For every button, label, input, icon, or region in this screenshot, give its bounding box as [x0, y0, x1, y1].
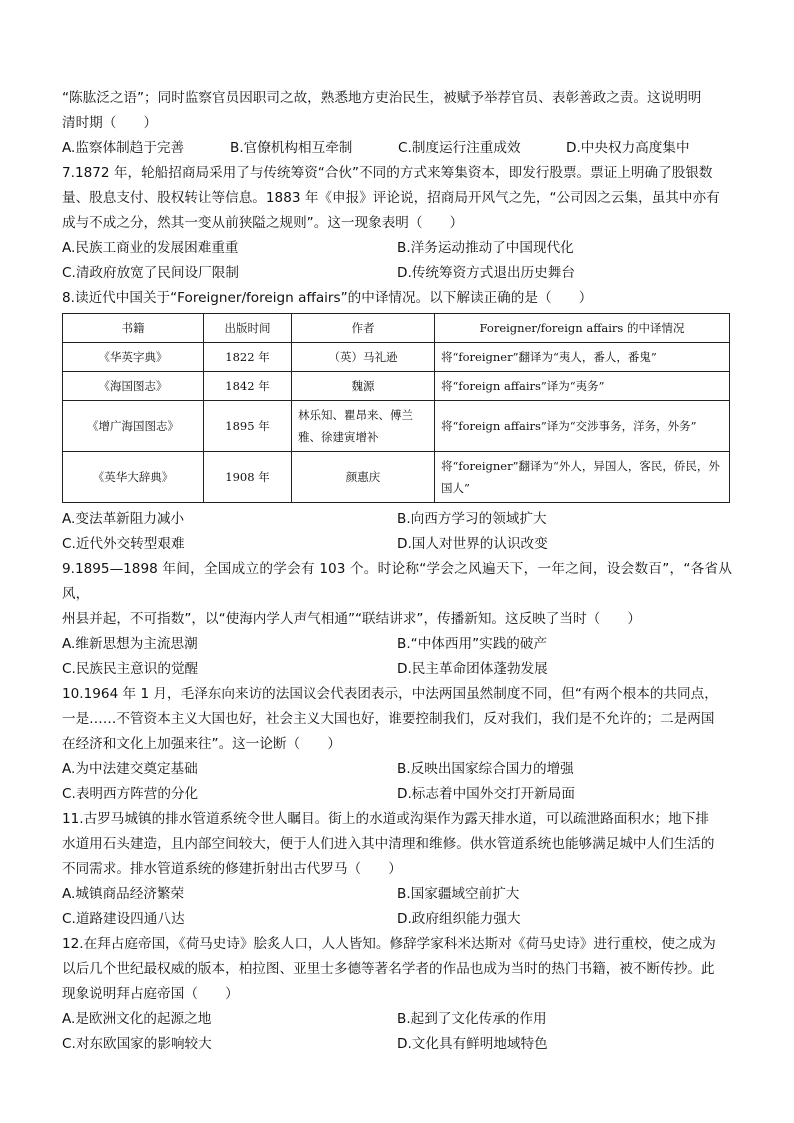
question-text: 在经济和文化上加强来往”。这一论断（ ）	[62, 736, 341, 752]
table-header-row	[63, 314, 730, 343]
option-row	[62, 657, 732, 682]
option-row	[62, 1032, 732, 1057]
table-cell: 魏源	[292, 372, 435, 401]
table-cell: 1908 年	[204, 452, 292, 503]
question-text: 8.读近代中国关于“Foreigner/foreign affairs”的中译情况。以下解读正确的是（ ）	[62, 290, 593, 306]
option-c: C.道路建设四通八达	[62, 911, 185, 927]
option-a: A.监察体制趋于完善	[62, 140, 185, 156]
question-text: 以后几个世纪最权威的版本，柏拉图、亚里士多德等著名学者的作品也成为当时的热门书籍，被不断传抄。此	[62, 961, 715, 977]
option-d: D.文化具有鲜明地域特色	[397, 1036, 548, 1052]
option-row	[62, 261, 732, 286]
question-9	[62, 557, 732, 682]
table-cell: 1895 年	[204, 401, 292, 452]
option-b: B.官僚机构相互牵制	[230, 140, 353, 156]
table-cell: 将“foreigner”翻译为“外人，异国人，客民，侨民，外国人”	[435, 452, 730, 503]
table-header: Foreigner/foreign affairs 的中译情况	[435, 314, 730, 343]
question-text: 州县并起，不可指数”，以“使海内学人声气相通”“联结讲求”，传播新知。这反映了当时（ ）	[62, 611, 641, 627]
option-d: D.政府组织能力强大	[397, 911, 521, 927]
option-row	[62, 632, 732, 657]
table-cell: 林乐知、瞿昂来、傅兰雅、徐建寅增补	[292, 401, 435, 452]
option-row	[62, 136, 732, 161]
option-a: A.城镇商品经济繁荣	[62, 886, 185, 902]
option-row	[62, 507, 732, 532]
question-text: 7.1872 年，轮船招商局采用了与传统筹资“合伙”不同的方式来筹集资本，即发行股票。票证上明确了股银数	[62, 165, 713, 181]
option-c: C.近代外交转型艰难	[62, 536, 185, 552]
question-11	[62, 807, 732, 932]
option-d: D.国人对世界的认识改变	[397, 536, 548, 552]
option-a: A.是欧洲文化的起源之地	[62, 1011, 212, 1027]
option-row	[62, 782, 732, 807]
question-text: 水道用石头建造，且内部空间较大，便于人们进入其中清理和维修。供水管道系统也能够满足城中人们生活的	[62, 836, 715, 852]
option-d: D.标志着中国外交打开新局面	[397, 786, 575, 802]
option-row	[62, 1007, 732, 1032]
question-text: 9.1895—1898 年间，全国成立的学会有 103 个。时论称“学会之风遍天下，一年之间，设会数百”，“各省从风，	[62, 561, 732, 602]
option-d: D.传统筹资方式退出历史舞台	[397, 265, 575, 281]
table-cell: 《增广海国图志》	[63, 401, 204, 452]
question-text: 12.在拜占庭帝国，《荷马史诗》脍炙人口，人人皆知。修辞学家科米达斯对《荷马史诗》进行重校，使之成为	[62, 936, 716, 952]
question-12	[62, 932, 732, 1057]
option-a: A.为中法建交奠定基础	[62, 761, 198, 777]
exam-page	[62, 86, 732, 1057]
table-cell: 《英华大辞典》	[63, 452, 204, 503]
question-text: “陈肱泛之语”；同时监察官员因职司之故，熟悉地方吏治民生，被赋予举荐官员、表彰善政之责。这说明明	[62, 90, 702, 106]
option-c: C.对东欧国家的影响较大	[62, 1036, 212, 1052]
question-text: 量、股息支付、股权转让等信息。1883 年《申报》评论说，招商局开风气之先，“公司因之云集，虽其中亦有	[62, 190, 720, 206]
table-row	[63, 343, 730, 372]
option-a: A.民族工商业的发展困难重重	[62, 240, 239, 256]
option-c: C.清政府放宽了民间设厂限制	[62, 265, 239, 281]
table-cell: 1842 年	[204, 372, 292, 401]
option-a: A.变法革新阻力减小	[62, 511, 185, 527]
option-d: D.民主革命团体蓬勃发展	[397, 661, 548, 677]
table-cell: 1822 年	[204, 343, 292, 372]
question-8	[62, 286, 732, 557]
table-row	[63, 452, 730, 503]
table-cell: 《华英字典》	[63, 343, 204, 372]
option-d: D.中央权力高度集中	[566, 140, 690, 156]
question-text: 一是……不管资本主义大国也好，社会主义大国也好，谁要控制我们，反对我们，我们是不允许的；二是两国	[62, 711, 715, 727]
option-row	[62, 532, 732, 557]
table-header: 作者	[292, 314, 435, 343]
option-c: C.民族民主意识的觉醒	[62, 661, 199, 677]
table-header: 书籍	[63, 314, 204, 343]
question-10	[62, 682, 732, 807]
table-cell: 颜惠庆	[292, 452, 435, 503]
option-a: A.维新思想为主流思潮	[62, 636, 198, 652]
translation-table	[62, 313, 730, 503]
question-6	[62, 86, 732, 161]
option-b: B.洋务运动推动了中国现代化	[397, 240, 574, 256]
table-cell: （英）马礼逊	[292, 343, 435, 372]
option-c: C.表明西方阵营的分化	[62, 786, 199, 802]
table-cell: 将“foreigner”翻译为“夷人，番人，番鬼”	[435, 343, 730, 372]
option-b: B.起到了文化传承的作用	[397, 1011, 547, 1027]
table-row	[63, 401, 730, 452]
option-row	[62, 882, 732, 907]
option-b: B.“中体西用”实践的破产	[397, 636, 548, 652]
option-row	[62, 236, 732, 261]
question-text: 清时期（ ）	[62, 115, 158, 131]
question-text: 不同需求。排水管道系统的修建折射出古代罗马（ ）	[62, 861, 402, 877]
table-cell: 将“foreign affairs”译为“交涉事务，洋务，外务”	[435, 401, 730, 452]
table-header: 出版时间	[204, 314, 292, 343]
option-b: B.向西方学习的领域扩大	[397, 511, 547, 527]
option-c: C.制度运行注重成效	[398, 140, 521, 156]
question-text: 现象说明拜占庭帝国（ ）	[62, 986, 239, 1002]
table-row	[63, 372, 730, 401]
question-text: 10.1964 年 1 月，毛泽东向来访的法国议会代表团表示，中法两国虽然制度不同，但“有两个根本的共同点，	[62, 686, 718, 702]
option-b: B.国家疆域空前扩大	[397, 886, 520, 902]
option-b: B.反映出国家综合国力的增强	[397, 761, 574, 777]
table-cell: 《海国图志》	[63, 372, 204, 401]
question-7	[62, 161, 732, 286]
option-row	[62, 907, 732, 932]
question-text: 成与不成之分，然其一变从前狭隘之规则”。这一现象表明（ ）	[62, 215, 464, 231]
option-row	[62, 757, 732, 782]
question-text: 11.古罗马城镇的排水管道系统令世人瞩目。街上的水道或沟渠作为露天排水道，可以疏泄路面积水；地下排	[62, 811, 709, 827]
table-cell: 将“foreign affairs”译为“夷务”	[435, 372, 730, 401]
